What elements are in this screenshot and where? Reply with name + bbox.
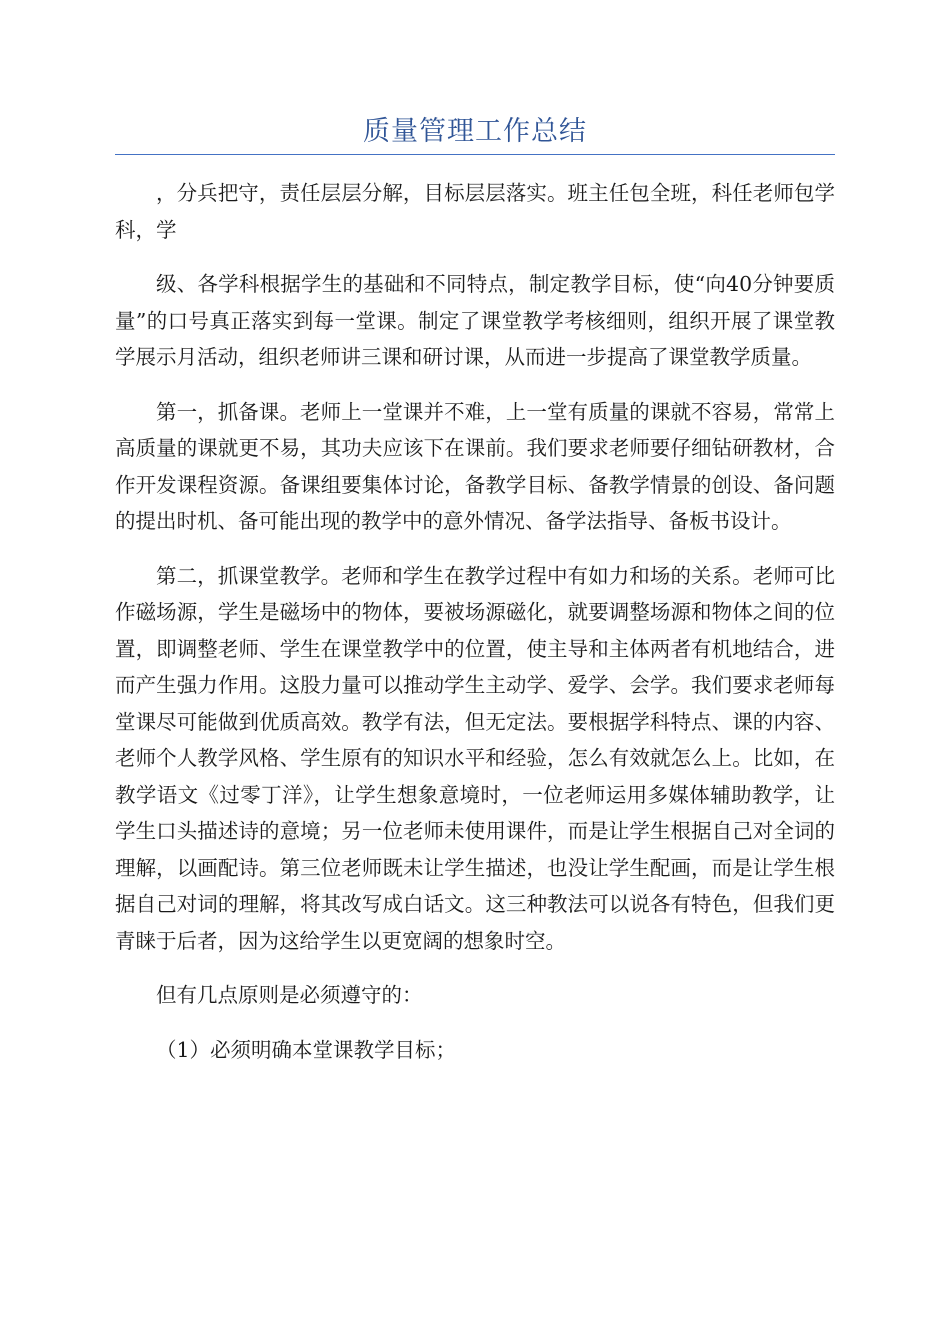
paragraph-principles-intro: 但有几点原则是必须遵守的：	[156, 983, 423, 1007]
paragraph-intro-fragment: ，分兵把守，责任层层分解，目标层层落实。班主任包全班，科任老师包学科，学	[115, 181, 835, 242]
document-body	[115, 175, 835, 1086]
list-item-principle-1: （1）必须明确本堂课教学目标；	[156, 1037, 457, 1062]
paragraph-classroom-teaching: 第二，抓课堂教学。老师和学生在教学过程中有如力和场的关系。老师可比作磁场源，学生是磁场中的物体，要被场源磁化，就要调整场源和物体之间的位置，即调整老师、学生在课堂教学中的位置，使主导和主体两者有机地结合，进而产生强力作用。这股力量可以推动学生主动学、爱学、会学。我们要求老师每堂课尽可能做到优质高效。教学有法，但无定法。要根据学科特点、课的内容、老师个人教学风格、学生原有的知识水平和经验，怎么有效就怎么上。比如，在教学语文《过零丁洋》，让学生想象意境时，一位老师运用多媒体辅助教学，让学生口头描述诗的意境；另一位老师未使用课件，而是让学生根据自己对全词的理解，以画配诗。第三位老师既未让学生描述，也没让学生配画，而是让学生根据自己对词的理解，将其改写成白话文。这三种教法可以说各有特色，但我们更青睐于后者，因为这给学生以更宽阔的想象时空。	[115, 563, 835, 953]
document-title: 质量管理工作总结	[363, 116, 587, 147]
paragraph-teaching-goals: 级、各学科根据学生的基础和不同特点，制定教学目标，使“向40分钟要质量”的口号真正落实到每一堂课。制定了课堂教学考核细则，组织开展了课堂教学展示月活动，组织老师讲三课和研讨课，从而进一步提高了课堂教学质量。	[115, 272, 835, 369]
paragraph-lesson-prep: 第一，抓备课。老师上一堂课并不难，上一堂有质量的课就不容易，常常上高质量的课就更不易，其功夫应该下在课前。我们要求老师要仔细钻研教材，合作开发课程资源。备课组要集体讨论，备教学目标、备教学情景的创设、备问题的提出时机、备可能出现的教学中的意外情况、备学法指导、备板书设计。	[115, 399, 835, 533]
title-underline	[115, 154, 835, 155]
